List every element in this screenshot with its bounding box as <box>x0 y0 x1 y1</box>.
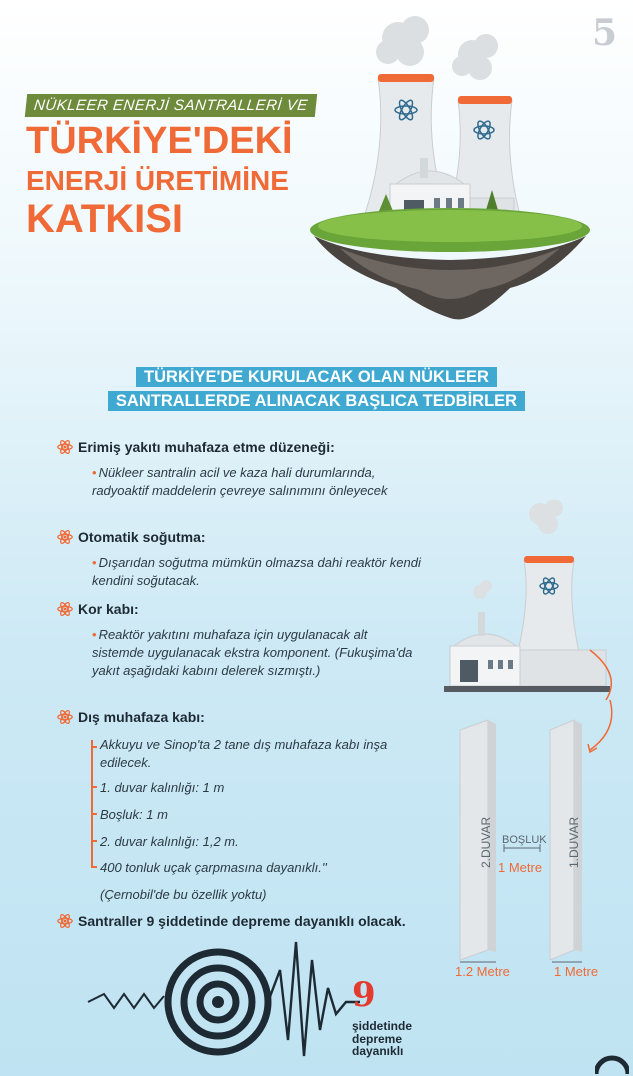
list-tick <box>91 866 97 868</box>
bullet-dot: • <box>92 555 97 570</box>
bullet-dot: • <box>92 627 97 642</box>
section-title-line-2: SANTRALLERDE ALINACAK BAŞLICA TEDBİRLER <box>108 391 525 411</box>
page-number: 5 <box>591 12 617 54</box>
magnitude-caption-line-3: dayanıklı <box>352 1044 404 1059</box>
title-line-2: ENERJİ ÜRETİMİNE <box>26 164 289 196</box>
list-item: 2. duvar kalınlığı: 1,2 m. <box>100 834 239 849</box>
list-item: Akkuyu ve Sinop'ta 2 tane dış muhafaza kabı inşa edilecek. <box>100 737 388 771</box>
section-title <box>0 366 633 414</box>
list-tick <box>91 786 97 788</box>
atom-icon <box>56 912 74 930</box>
list-item: (Çernobil'de bu özellik yoktu) <box>100 887 267 902</box>
list-item: 1. duvar kalınlığı: 1 m <box>100 780 225 795</box>
bullet-heading <box>56 528 206 546</box>
bullet-heading-text: Dış muhafaza kabı: <box>78 709 205 725</box>
bullet-heading-text: Erimiş yakıtı muhafaza etme düzeneği: <box>78 439 335 455</box>
logo-icon <box>595 1052 629 1074</box>
nuclear-plant-small-illustration <box>440 500 620 700</box>
bullet-text <box>92 626 422 681</box>
bullet-heading-text: Kor kabı: <box>78 601 139 617</box>
list-tick <box>91 813 97 815</box>
list-item: 400 tonluk uçak çarpmasına dayanıklı.'' <box>100 860 327 875</box>
header-kicker: NÜKLEER ENERJİ SANTRALLERİ VE <box>25 94 317 117</box>
bullet-heading <box>56 600 139 618</box>
bullet-heading <box>56 438 335 456</box>
seismograph-icon <box>84 930 364 1060</box>
wall-2-label: 2.DUVAR <box>479 816 493 868</box>
page-title <box>26 122 293 240</box>
atom-icon <box>56 438 74 456</box>
magnitude-value: 9 <box>352 975 376 1015</box>
bullet-text <box>92 464 422 500</box>
atom-icon <box>56 528 74 546</box>
bullet-text-content: Reaktör yakıtını muhafaza için uygulanacak alt sistemde uygulanacak ekstra komponent. (Fukuşima'da yakıt aşağıdaki kabını delerek sızmıştı.) <box>92 627 413 679</box>
wall-2-width: 1.2 Metre <box>455 964 510 979</box>
gap-value: 1 Metre <box>498 860 543 875</box>
gap-label: BOŞLUK <box>502 834 547 846</box>
wall-1-label: 1.DUVAR <box>567 816 581 868</box>
bullet-text <box>92 554 422 590</box>
bullet-heading-text: Santraller 9 şiddetinde depreme dayanıklı olacak. <box>78 913 406 929</box>
magnitude-caption-line-1: şiddetinde <box>352 1019 413 1033</box>
list-tick <box>91 840 97 842</box>
atom-icon <box>56 600 74 618</box>
nuclear-plant-illustration <box>300 8 600 328</box>
bullet-text-content: Nükleer santralin acil ve kaza hali durumlarında, radyoaktif maddelerin çevreye salınımını önleyecek <box>92 465 388 499</box>
section-title-line-1: TÜRKİYE'DE KURULACAK OLAN NÜKLEER <box>136 367 497 387</box>
bullet-heading-text: Otomatik soğutma: <box>78 529 206 545</box>
magnitude-caption-line-2: depreme <box>352 1031 403 1046</box>
bullet-dot: • <box>92 465 97 480</box>
magnitude-caption <box>352 1020 412 1058</box>
bullet-heading <box>56 708 205 726</box>
bullet-heading <box>56 912 406 930</box>
title-line-3: KATKISI <box>26 197 184 242</box>
list-item: Boşluk: 1 m <box>100 807 168 822</box>
list-connector <box>91 740 93 868</box>
bullet-text-content: Dışarıdan soğutma mümkün olmazsa dahi reaktör kendi kendini soğutacak. <box>92 555 421 589</box>
list-tick <box>91 746 97 748</box>
atom-icon <box>56 708 74 726</box>
title-line-1: TÜRKİYE'DEKİ <box>26 120 293 162</box>
wall-1-width: 1 Metre <box>554 964 599 979</box>
